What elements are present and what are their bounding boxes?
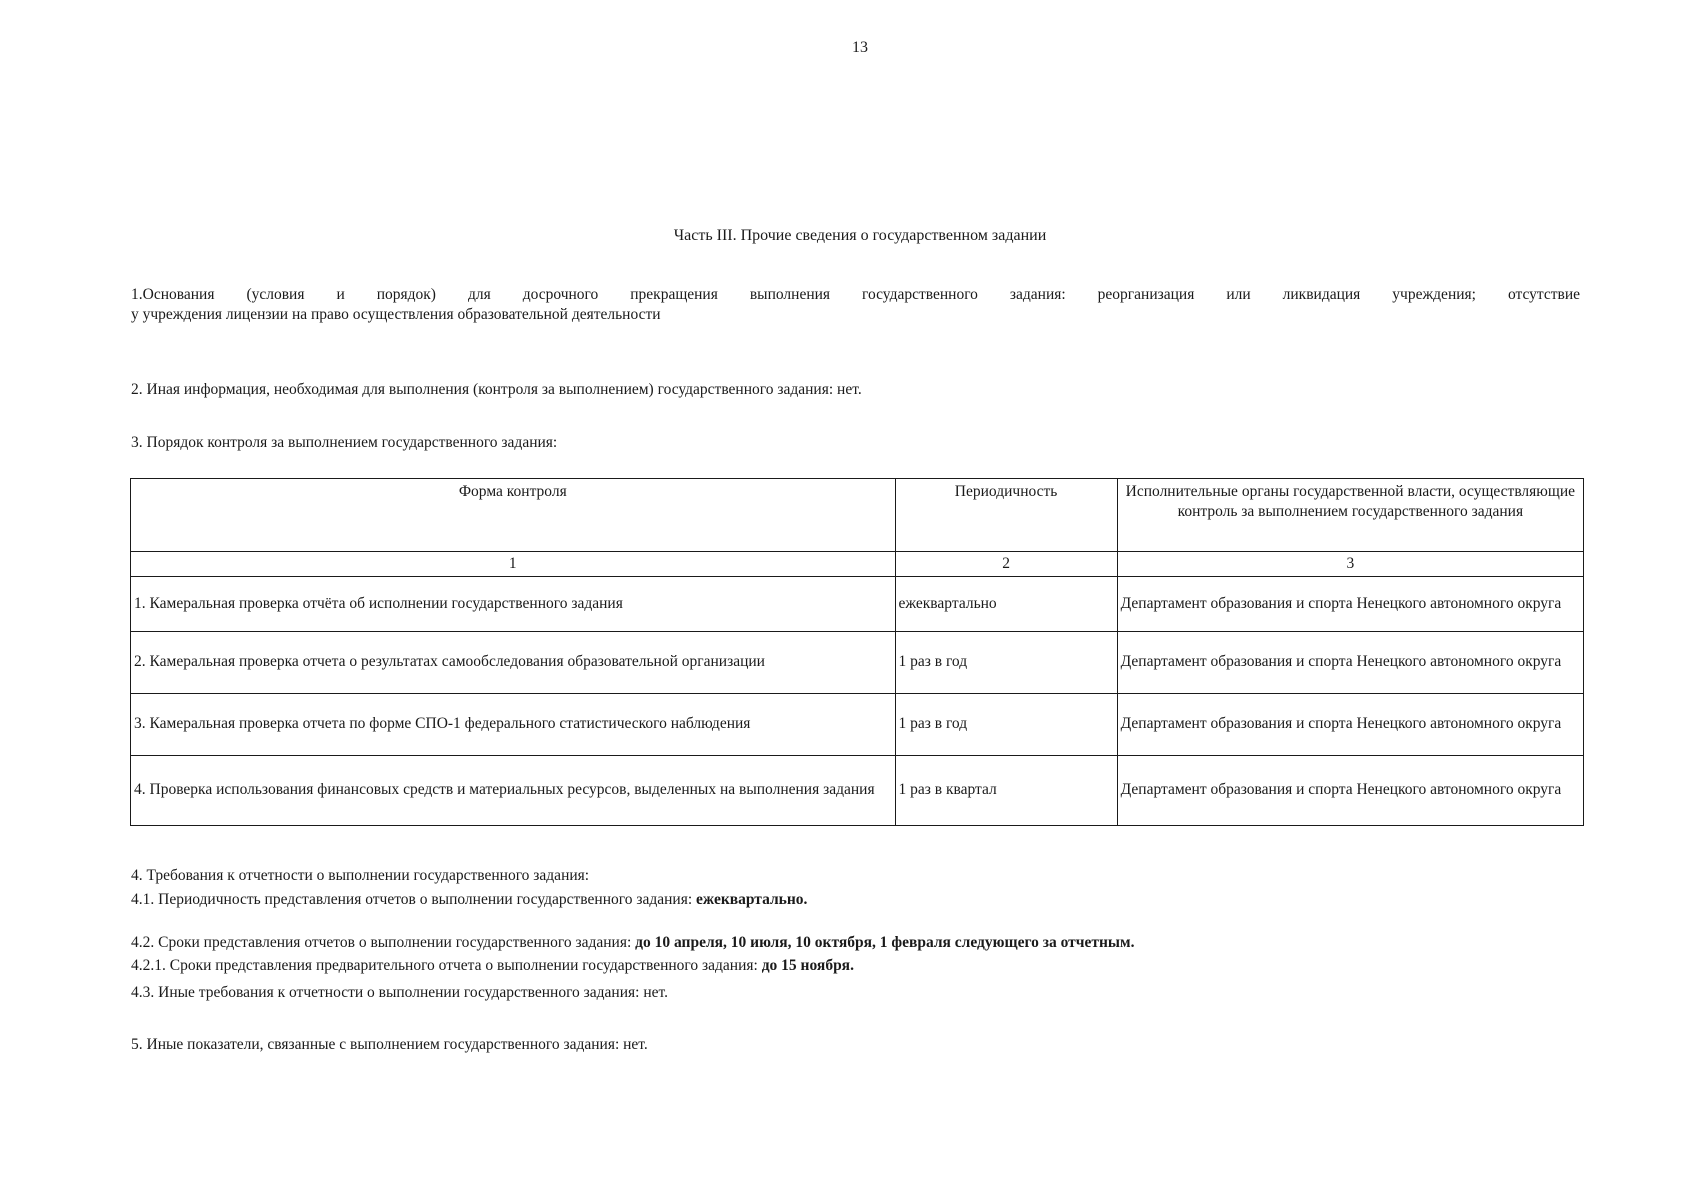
section-1-termination-grounds <box>131 285 1580 325</box>
section-1-line-2: у учреждения лицензии на право осуществления образовательной деятельности <box>131 306 661 324</box>
table-header-row <box>131 479 1584 552</box>
column-number-3: 3 <box>1117 552 1583 577</box>
control-table <box>130 478 1584 826</box>
section-4-2-label: 4.2. Сроки представления отчетов о выполнении государственного задания: <box>131 934 632 951</box>
table-row <box>131 577 1584 632</box>
table-column-numbers-row <box>131 552 1584 577</box>
table-row <box>131 632 1584 694</box>
section-4-2-value: до 10 апреля, 10 июля, 10 октября, 1 февраля следующего за отчетным. <box>635 934 1135 951</box>
section-4-1-label: 4.1. Периодичность представления отчетов о выполнении государственного задания: <box>131 891 693 908</box>
page-number: 13 <box>852 39 868 56</box>
row-authority: Департамент образования и спорта Ненецкого автономного округа <box>1117 756 1583 826</box>
header-authorities: Исполнительные органы государственной власти, осуществляющие контроль за выполнением государственного задания <box>1117 479 1583 552</box>
row-periodicity: 1 раз в год <box>895 694 1117 756</box>
row-periodicity: 1 раз в квартал <box>895 756 1117 826</box>
row-control-form: 1. Камеральная проверка отчёта об исполнении государственного задания <box>131 577 896 632</box>
row-control-form: 4. Проверка использования финансовых средств и материальных ресурсов, выделенных на выполнения задания <box>131 756 896 826</box>
section-4-1-reporting-periodicity <box>131 890 807 910</box>
row-control-form: 2. Камеральная проверка отчета о результатах самообследования образовательной организации <box>131 632 896 694</box>
section-2-other-info: 2. Иная информация, необходимая для выполнения (контроля за выполнением) государственного задания: нет. <box>131 381 862 398</box>
part-title: Часть III. Прочие сведения о государственном задании <box>673 227 1047 244</box>
section-4-2-1-preliminary-deadline <box>131 956 854 976</box>
section-1-line-1: 1.Основания (условия и порядок) для досрочного прекращения выполнения государственного задания: реорганизация или ликвидация учреждения; отсутствие <box>131 286 1580 303</box>
row-authority: Департамент образования и спорта Ненецкого автономного округа <box>1117 632 1583 694</box>
section-4-2-reporting-deadlines <box>131 933 1134 953</box>
section-3-control-order: 3. Порядок контроля за выполнением государственного задания: <box>131 434 558 451</box>
column-number-2: 2 <box>895 552 1117 577</box>
section-4-2-1-label: 4.2.1. Сроки представления предварительного отчета о выполнении государственного задания: <box>131 957 758 974</box>
section-4-3-other-requirements: 4.3. Иные требования к отчетности о выполнении государственного задания: нет. <box>131 984 668 1001</box>
section-4-1-value: ежеквартально. <box>696 891 808 908</box>
section-4-reporting-requirements: 4. Требования к отчетности о выполнении государственного задания: <box>131 867 590 884</box>
column-number-1: 1 <box>131 552 896 577</box>
row-periodicity: 1 раз в год <box>895 632 1117 694</box>
row-authority: Департамент образования и спорта Ненецкого автономного округа <box>1117 577 1583 632</box>
row-control-form: 3. Камеральная проверка отчета по форме СПО-1 федерального статистического наблюдения <box>131 694 896 756</box>
row-authority: Департамент образования и спорта Ненецкого автономного округа <box>1117 694 1583 756</box>
header-control-form: Форма контроля <box>131 479 896 552</box>
section-4-2-1-value: до 15 ноября. <box>761 957 854 974</box>
section-5-other-indicators: 5. Иные показатели, связанные с выполнением государственного задания: нет. <box>131 1036 648 1053</box>
row-periodicity: ежеквартально <box>895 577 1117 632</box>
table-row <box>131 756 1584 826</box>
table-row <box>131 694 1584 756</box>
header-periodicity: Периодичность <box>895 479 1117 552</box>
